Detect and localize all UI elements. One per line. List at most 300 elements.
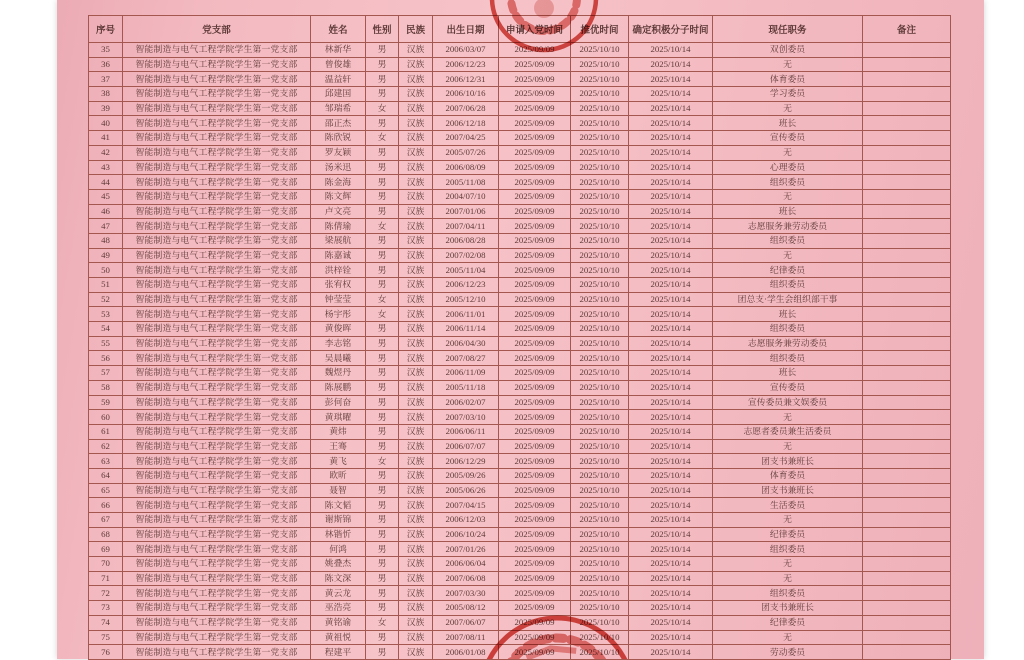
cell: 2025/09/09: [499, 336, 571, 351]
cell: 56: [89, 351, 123, 366]
table-row: [89, 233, 951, 248]
cell: 2025/10/14: [629, 527, 713, 542]
cell: 40: [89, 116, 123, 131]
roster-table: [88, 15, 951, 660]
cell: [863, 601, 951, 616]
cell: 智能制造与电气工程学院学生第一党支部: [123, 160, 311, 175]
cell: 2025/10/10: [571, 366, 629, 381]
table-row: [89, 248, 951, 263]
cell: [863, 351, 951, 366]
cell: 汉族: [399, 351, 433, 366]
cell: [863, 513, 951, 528]
cell: 43: [89, 160, 123, 175]
cell: 2005/07/26: [433, 145, 499, 160]
cell: 女: [366, 307, 399, 322]
table-row: [89, 57, 951, 72]
cell: 2025/10/14: [629, 189, 713, 204]
cell: 2025/10/14: [629, 351, 713, 366]
table-row: [89, 87, 951, 102]
cell: 纪律委员: [713, 527, 863, 542]
cell: 汉族: [399, 175, 433, 190]
cell: 男: [366, 160, 399, 175]
cell: 汉族: [399, 248, 433, 263]
cell: 男: [366, 571, 399, 586]
cell: 44: [89, 175, 123, 190]
table-row: [89, 175, 951, 190]
cell: 51: [89, 278, 123, 293]
table-row: [89, 263, 951, 278]
column-header-10: 备注: [863, 16, 951, 43]
table-row: [89, 410, 951, 425]
table-row: [89, 336, 951, 351]
cell: 2025/09/09: [499, 204, 571, 219]
cell: [863, 483, 951, 498]
cell: 团支书兼班长: [713, 601, 863, 616]
cell: 2007/01/06: [433, 204, 499, 219]
cell: 汉族: [399, 278, 433, 293]
cell: 2025/10/10: [571, 395, 629, 410]
table-row: [89, 586, 951, 601]
cell: 男: [366, 57, 399, 72]
cell: 智能制造与电气工程学院学生第一党支部: [123, 145, 311, 160]
table-row: [89, 145, 951, 160]
column-header-3: 性别: [366, 16, 399, 43]
cell: 汉族: [399, 424, 433, 439]
cell: 2025/10/10: [571, 498, 629, 513]
cell: 2025/10/14: [629, 395, 713, 410]
cell: [863, 278, 951, 293]
cell: 无: [713, 189, 863, 204]
cell: 智能制造与电气工程学院学生第一党支部: [123, 645, 311, 660]
cell: 汉族: [399, 131, 433, 146]
cell: 汉族: [399, 630, 433, 645]
cell: 58: [89, 380, 123, 395]
cell: 智能制造与电气工程学院学生第一党支部: [123, 366, 311, 381]
cell: 2025/09/09: [499, 219, 571, 234]
table-row: [89, 101, 951, 116]
cell: 2025/10/10: [571, 72, 629, 87]
cell: 2005/12/10: [433, 292, 499, 307]
cell: 卢文亮: [311, 204, 366, 219]
table-row: [89, 424, 951, 439]
cell: [863, 233, 951, 248]
cell: 2025/09/09: [499, 292, 571, 307]
table-body: [89, 43, 951, 660]
table-row: [89, 439, 951, 454]
cell: 组织委员: [713, 586, 863, 601]
cell: [863, 571, 951, 586]
cell: 黄炜: [311, 424, 366, 439]
cell: 汉族: [399, 336, 433, 351]
cell: 2025/10/10: [571, 571, 629, 586]
cell: 2025/09/09: [499, 131, 571, 146]
cell: 2025/10/10: [571, 204, 629, 219]
cell: 2025/10/10: [571, 87, 629, 102]
cell: 2025/09/09: [499, 322, 571, 337]
cell: 黄飞: [311, 454, 366, 469]
cell: 2025/09/09: [499, 248, 571, 263]
cell: 2025/09/09: [499, 410, 571, 425]
cell: 2025/09/09: [499, 57, 571, 72]
cell: 男: [366, 278, 399, 293]
table-row: [89, 395, 951, 410]
cell: 汉族: [399, 380, 433, 395]
cell: 2025/09/09: [499, 351, 571, 366]
cell: 智能制造与电气工程学院学生第一党支部: [123, 351, 311, 366]
cell: 2025/10/14: [629, 72, 713, 87]
cell: 智能制造与电气工程学院学生第一党支部: [123, 87, 311, 102]
cell: 2025/10/14: [629, 336, 713, 351]
cell: 陈倩瑜: [311, 219, 366, 234]
cell: 2025/10/10: [571, 322, 629, 337]
cell: 2025/09/09: [499, 615, 571, 630]
cell: 72: [89, 586, 123, 601]
cell: 无: [713, 571, 863, 586]
cell: 2025/10/10: [571, 145, 629, 160]
cell: 智能制造与电气工程学院学生第一党支部: [123, 233, 311, 248]
cell: 男: [366, 424, 399, 439]
cell: 男: [366, 630, 399, 645]
cell: 2025/10/10: [571, 57, 629, 72]
cell: 76: [89, 645, 123, 660]
cell: 2006/04/30: [433, 336, 499, 351]
cell: 男: [366, 233, 399, 248]
cell: 智能制造与电气工程学院学生第一党支部: [123, 189, 311, 204]
cell: 汉族: [399, 307, 433, 322]
cell: 汉族: [399, 395, 433, 410]
cell: 61: [89, 424, 123, 439]
cell: 女: [366, 101, 399, 116]
cell: 无: [713, 630, 863, 645]
cell: 智能制造与电气工程学院学生第一党支部: [123, 175, 311, 190]
column-header-6: 申请入党时间: [499, 16, 571, 43]
cell: 2025/10/10: [571, 542, 629, 557]
cell: 男: [366, 513, 399, 528]
cell: 汉族: [399, 483, 433, 498]
cell: 男: [366, 322, 399, 337]
cell: 2006/12/31: [433, 72, 499, 87]
table-row: [89, 307, 951, 322]
cell: 无: [713, 101, 863, 116]
cell: [863, 43, 951, 58]
cell: 男: [366, 586, 399, 601]
cell: 2007/03/30: [433, 586, 499, 601]
cell: 2025/10/14: [629, 233, 713, 248]
column-header-8: 确定积极分子时间: [629, 16, 713, 43]
column-header-5: 出生日期: [433, 16, 499, 43]
cell: 宣传委员兼文娱委员: [713, 395, 863, 410]
cell: 2025/10/14: [629, 542, 713, 557]
cell: [863, 615, 951, 630]
cell: 邵正杰: [311, 116, 366, 131]
cell: 陈欣锐: [311, 131, 366, 146]
cell: 49: [89, 248, 123, 263]
cell: 程建平: [311, 645, 366, 660]
cell: 2025/10/14: [629, 557, 713, 572]
cell: 汉族: [399, 145, 433, 160]
cell: 64: [89, 468, 123, 483]
cell: 2007/06/07: [433, 615, 499, 630]
cell: 宣传委员: [713, 380, 863, 395]
cell: 2006/10/24: [433, 527, 499, 542]
cell: 2025/10/10: [571, 263, 629, 278]
cell: 男: [366, 468, 399, 483]
cell: 汉族: [399, 292, 433, 307]
cell: 2025/09/09: [499, 307, 571, 322]
cell: 2025/09/09: [499, 571, 571, 586]
cell: 37: [89, 72, 123, 87]
cell: 汉族: [399, 454, 433, 469]
cell: 智能制造与电气工程学院学生第一党支部: [123, 468, 311, 483]
cell: 2025/09/09: [499, 439, 571, 454]
cell: 体育委员: [713, 468, 863, 483]
cell: 2025/09/09: [499, 72, 571, 87]
cell: 46: [89, 204, 123, 219]
cell: 姚叠杰: [311, 557, 366, 572]
cell: 女: [366, 219, 399, 234]
cell: 2025/09/09: [499, 630, 571, 645]
table-row: [89, 601, 951, 616]
cell: 2025/10/10: [571, 131, 629, 146]
cell: 陈展鹏: [311, 380, 366, 395]
cell: 陈金海: [311, 175, 366, 190]
cell: 2025/10/14: [629, 380, 713, 395]
cell: 2025/10/14: [629, 483, 713, 498]
cell: 汉族: [399, 498, 433, 513]
cell: 2025/09/09: [499, 366, 571, 381]
cell: 班长: [713, 204, 863, 219]
cell: 温益轩: [311, 72, 366, 87]
cell: 2025/10/10: [571, 454, 629, 469]
cell: [863, 454, 951, 469]
cell: 71: [89, 571, 123, 586]
cell: [863, 645, 951, 660]
cell: 2025/10/10: [571, 630, 629, 645]
cell: 纪律委员: [713, 263, 863, 278]
table-row: [89, 542, 951, 557]
cell: 2025/10/14: [629, 513, 713, 528]
cell: 男: [366, 116, 399, 131]
cell: 62: [89, 439, 123, 454]
cell: 男: [366, 43, 399, 58]
cell: 2006/01/08: [433, 645, 499, 660]
cell: 陈文韬: [311, 498, 366, 513]
cell: 汉族: [399, 645, 433, 660]
cell: 智能制造与电气工程学院学生第一党支部: [123, 454, 311, 469]
cell: 2025/10/10: [571, 43, 629, 58]
cell: 男: [366, 498, 399, 513]
cell: 2025/10/10: [571, 336, 629, 351]
cell: 无: [713, 57, 863, 72]
cell: 智能制造与电气工程学院学生第一党支部: [123, 395, 311, 410]
cell: 2025/09/09: [499, 586, 571, 601]
cell: 2025/10/10: [571, 468, 629, 483]
cell: 2006/06/11: [433, 424, 499, 439]
cell: 汉族: [399, 557, 433, 572]
cell: 2025/10/14: [629, 175, 713, 190]
table-row: [89, 557, 951, 572]
cell: 聂智: [311, 483, 366, 498]
cell: 2025/09/09: [499, 263, 571, 278]
cell: 汉族: [399, 43, 433, 58]
cell: 2025/10/14: [629, 645, 713, 660]
cell: 2025/09/09: [499, 160, 571, 175]
table-row: [89, 645, 951, 660]
cell: 2025/10/14: [629, 439, 713, 454]
cell: 汉族: [399, 527, 433, 542]
cell: 智能制造与电气工程学院学生第一党支部: [123, 322, 311, 337]
cell: 2025/09/09: [499, 542, 571, 557]
cell: 2025/10/10: [571, 307, 629, 322]
cell: 2025/10/10: [571, 248, 629, 263]
cell: 无: [713, 248, 863, 263]
cell: 2025/10/10: [571, 615, 629, 630]
cell: 2025/10/14: [629, 630, 713, 645]
cell: 2025/09/09: [499, 601, 571, 616]
cell: 2025/09/09: [499, 513, 571, 528]
cell: 2025/09/09: [499, 454, 571, 469]
cell: 69: [89, 542, 123, 557]
cell: 2025/10/14: [629, 498, 713, 513]
cell: 2006/12/23: [433, 57, 499, 72]
cell: 2025/10/10: [571, 219, 629, 234]
cell: 2025/09/09: [499, 116, 571, 131]
cell: 2005/08/12: [433, 601, 499, 616]
cell: 团总支·学生会组织部干事: [713, 292, 863, 307]
cell: 2025/10/14: [629, 307, 713, 322]
cell: 2025/09/09: [499, 189, 571, 204]
cell: 邱建国: [311, 87, 366, 102]
cell: 55: [89, 336, 123, 351]
cell: 47: [89, 219, 123, 234]
cell: 2025/10/14: [629, 366, 713, 381]
cell: 2025/10/14: [629, 219, 713, 234]
cell: 2006/07/07: [433, 439, 499, 454]
cell: 陈嘉诚: [311, 248, 366, 263]
cell: 罗友颖: [311, 145, 366, 160]
cell: 66: [89, 498, 123, 513]
cell: 2025/10/10: [571, 483, 629, 498]
cell: 智能制造与电气工程学院学生第一党支部: [123, 219, 311, 234]
cell: 2025/10/10: [571, 380, 629, 395]
cell: [863, 72, 951, 87]
cell: 曾俊雄: [311, 57, 366, 72]
cell: 2006/06/04: [433, 557, 499, 572]
cell: 2005/06/26: [433, 483, 499, 498]
cell: 2025/10/10: [571, 160, 629, 175]
cell: 35: [89, 43, 123, 58]
cell: 男: [366, 542, 399, 557]
cell: 2025/09/09: [499, 175, 571, 190]
cell: 智能制造与电气工程学院学生第一党支部: [123, 483, 311, 498]
cell: 39: [89, 101, 123, 116]
cell: 2007/04/11: [433, 219, 499, 234]
cell: 洪梓铨: [311, 263, 366, 278]
cell: 男: [366, 175, 399, 190]
cell: 2025/09/09: [499, 498, 571, 513]
cell: 组织委员: [713, 175, 863, 190]
cell: 汉族: [399, 586, 433, 601]
cell: 2006/10/16: [433, 87, 499, 102]
cell: 48: [89, 233, 123, 248]
cell: 男: [366, 87, 399, 102]
cell: 男: [366, 72, 399, 87]
cell: 2005/11/08: [433, 175, 499, 190]
column-header-7: 推优时间: [571, 16, 629, 43]
cell: 智能制造与电气工程学院学生第一党支部: [123, 586, 311, 601]
cell: [863, 145, 951, 160]
cell: 智能制造与电气工程学院学生第一党支部: [123, 571, 311, 586]
cell: [863, 189, 951, 204]
cell: 2006/12/29: [433, 454, 499, 469]
cell: 男: [366, 336, 399, 351]
cell: 汉族: [399, 219, 433, 234]
cell: 男: [366, 204, 399, 219]
cell: 组织委员: [713, 322, 863, 337]
cell: 男: [366, 395, 399, 410]
cell: 钟莹莹: [311, 292, 366, 307]
cell: 2006/02/07: [433, 395, 499, 410]
table-row: [89, 513, 951, 528]
cell: 2025/10/10: [571, 439, 629, 454]
cell: 2007/03/10: [433, 410, 499, 425]
table-row: [89, 380, 951, 395]
cell: 2025/10/14: [629, 468, 713, 483]
cell: 智能制造与电气工程学院学生第一党支部: [123, 204, 311, 219]
cell: 男: [366, 380, 399, 395]
cell: 双创委员: [713, 43, 863, 58]
cell: 无: [713, 145, 863, 160]
cell: 汉族: [399, 204, 433, 219]
cell: 智能制造与电气工程学院学生第一党支部: [123, 615, 311, 630]
cell: [863, 380, 951, 395]
cell: 汉族: [399, 189, 433, 204]
cell: 黄云龙: [311, 586, 366, 601]
roster-table-region: [88, 15, 950, 657]
cell: 汉族: [399, 571, 433, 586]
cell: 林新华: [311, 43, 366, 58]
cell: 黄俊晖: [311, 322, 366, 337]
cell: [863, 468, 951, 483]
cell: 42: [89, 145, 123, 160]
cell: 组织委员: [713, 351, 863, 366]
cell: 63: [89, 454, 123, 469]
cell: 男: [366, 410, 399, 425]
cell: 女: [366, 454, 399, 469]
cell: 2025/10/10: [571, 586, 629, 601]
cell: 2025/10/14: [629, 57, 713, 72]
cell: 班长: [713, 307, 863, 322]
cell: [863, 248, 951, 263]
cell: 汉族: [399, 101, 433, 116]
cell: [863, 101, 951, 116]
cell: 2025/10/10: [571, 557, 629, 572]
table-row: [89, 219, 951, 234]
cell: 智能制造与电气工程学院学生第一党支部: [123, 72, 311, 87]
cell: 汉族: [399, 72, 433, 87]
cell: 2006/03/07: [433, 43, 499, 58]
cell: [863, 395, 951, 410]
cell: 智能制造与电气工程学院学生第一党支部: [123, 307, 311, 322]
cell: 林锴忻: [311, 527, 366, 542]
cell: 65: [89, 483, 123, 498]
cell: 2004/07/10: [433, 189, 499, 204]
cell: 2025/10/10: [571, 513, 629, 528]
cell: 智能制造与电气工程学院学生第一党支部: [123, 248, 311, 263]
cell: 女: [366, 131, 399, 146]
cell: 68: [89, 527, 123, 542]
cell: 2025/09/09: [499, 557, 571, 572]
